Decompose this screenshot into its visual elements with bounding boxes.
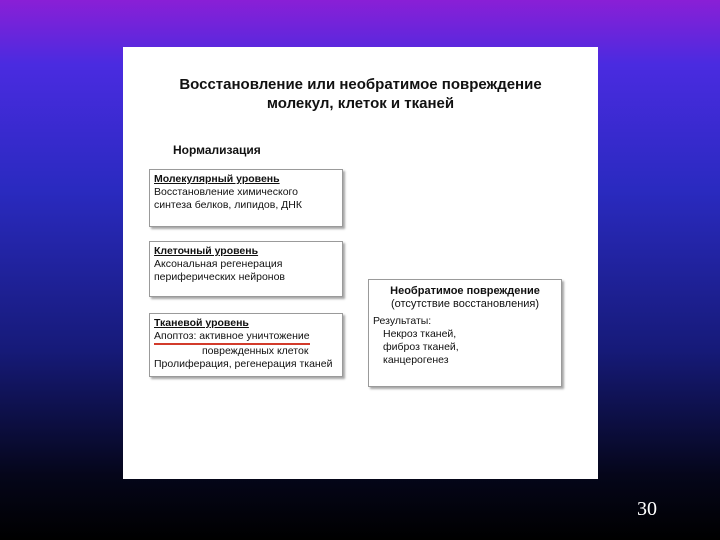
cellular-level-box <box>149 241 343 297</box>
cellular-level-line-1: Аксональная регенерация <box>154 258 283 270</box>
slide-panel <box>123 47 598 479</box>
irreversible-damage-subheading: (отсутствие восстановления) <box>390 298 540 310</box>
slide-title <box>123 75 598 113</box>
slide-number: 30 <box>637 498 657 520</box>
molecular-level-line-1: Восстановление химического <box>154 186 298 198</box>
molecular-level-line-2: синтеза белков, липидов, ДНК <box>154 199 302 211</box>
molecular-level-box <box>149 169 343 227</box>
tissue-level-heading: Тканевой уровень <box>154 317 249 329</box>
tissue-level-line-3: Пролиферация, регенерация тканей <box>154 358 333 370</box>
irreversible-damage-heading: Необратимое повреждение <box>390 285 540 297</box>
molecular-level-heading: Молекулярный уровень <box>154 173 280 185</box>
cellular-level-line-2: периферических нейронов <box>154 271 285 283</box>
results-label: Результаты: <box>373 315 432 327</box>
irreversible-damage-box <box>368 279 562 387</box>
tissue-level-line-2: поврежденных клеток <box>202 345 309 357</box>
title-line-1: Восстановление или необратимое повреждение <box>179 76 542 93</box>
result-carcinogenesis: канцерогенез <box>383 354 449 366</box>
normalization-heading: Нормализация <box>173 143 261 157</box>
result-necrosis: Некроз тканей, <box>383 328 457 340</box>
tissue-level-line-1: Апоптоз: активное уничтожение <box>154 330 310 345</box>
cellular-level-heading: Клеточный уровень <box>154 245 259 257</box>
tissue-level-box <box>149 313 343 377</box>
title-line-2: молекул, клеток и тканей <box>266 95 455 112</box>
result-fibrosis: фиброз тканей, <box>383 341 459 353</box>
